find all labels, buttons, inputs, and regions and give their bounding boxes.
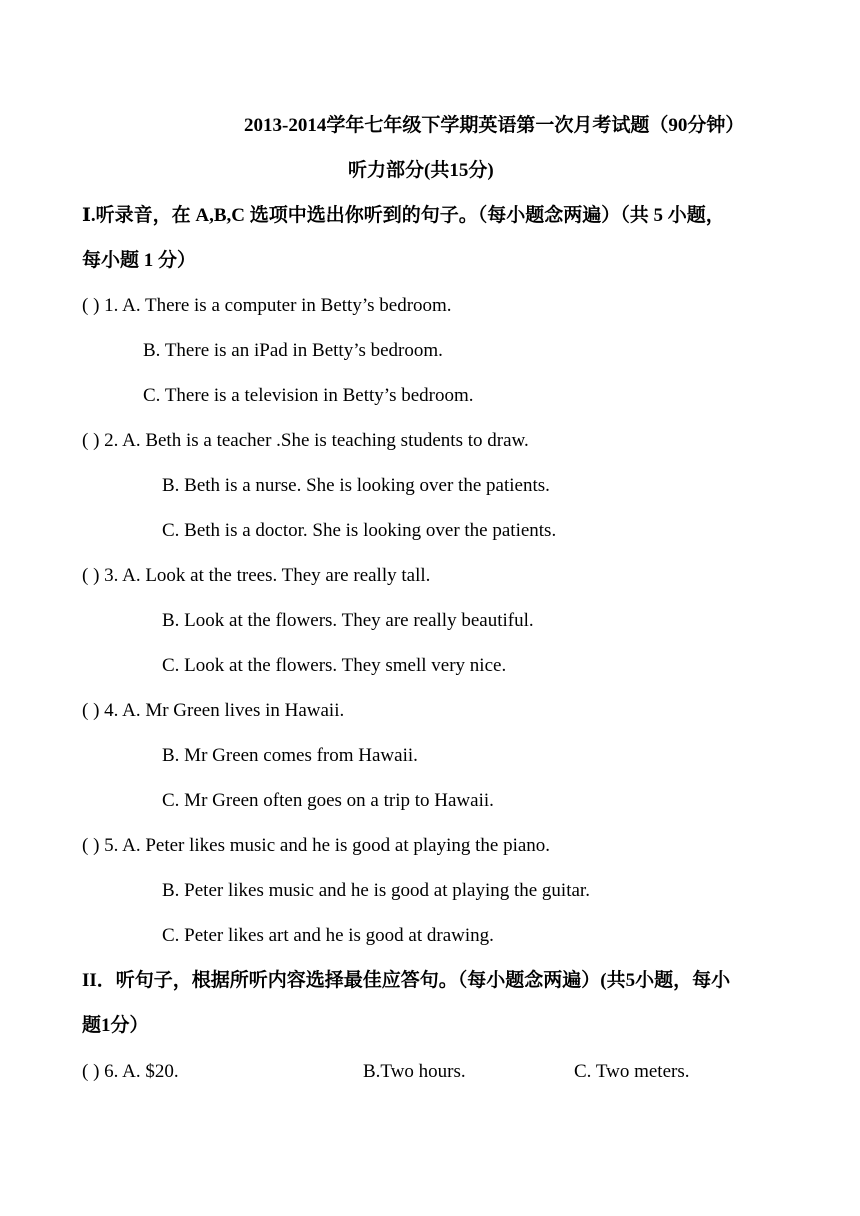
page-subtitle: 听力部分(共15分) — [348, 160, 494, 181]
option-c: C. Mr Green often goes on a trip to Hawaii. — [162, 790, 494, 811]
question-stem: ( ) 4. A. Mr Green lives in Hawaii. — [82, 700, 345, 721]
section1-instruction: Ⅰ.听录音，在 A,B,C 选项中选出你听到的句子。（每小题念两遍）（共 5 小题， — [82, 205, 725, 226]
option-b: B. Peter likes music and he is good at playing the guitar. — [162, 880, 590, 901]
question-stem: ( ) 1. A. There is a computer in Betty’s bedroom. — [82, 295, 452, 316]
section1-instruction-cont: 每小题 1 分） — [82, 250, 197, 271]
option-c: C. There is a television in Betty’s bedroom. — [143, 385, 474, 406]
option-b: B.Two hours. — [363, 1061, 466, 1082]
section2-instruction: II．听句子，根据所听内容选择最佳应答句。（每小题念两遍）(共5小题，每小 — [82, 970, 731, 991]
page-title: 2013-2014学年七年级下学期英语第一次月考试题（90分钟） — [244, 115, 745, 136]
section2-instruction-cont: 题1分） — [82, 1015, 149, 1036]
option-b: B. Beth is a nurse. She is looking over the patients. — [162, 475, 550, 496]
question-stem: ( ) 2. A. Beth is a teacher .She is teaching students to draw. — [82, 430, 529, 451]
question-stem: ( ) 5. A. Peter likes music and he is good at playing the piano. — [82, 835, 551, 856]
question-stem: ( ) 3. A. Look at the trees. They are really tall. — [82, 565, 431, 586]
option-b: B. There is an iPad in Betty’s bedroom. — [143, 340, 443, 361]
option-c: C. Two meters. — [574, 1061, 690, 1082]
option-c: C. Peter likes art and he is good at drawing. — [162, 925, 494, 946]
option-b: B. Look at the flowers. They are really beautiful. — [162, 610, 534, 631]
option-b: B. Mr Green comes from Hawaii. — [162, 745, 418, 766]
option-c: C. Beth is a doctor. She is looking over the patients. — [162, 520, 557, 541]
option-c: C. Look at the flowers. They smell very nice. — [162, 655, 507, 676]
question-stem: ( ) 6. A. $20. — [82, 1061, 179, 1082]
